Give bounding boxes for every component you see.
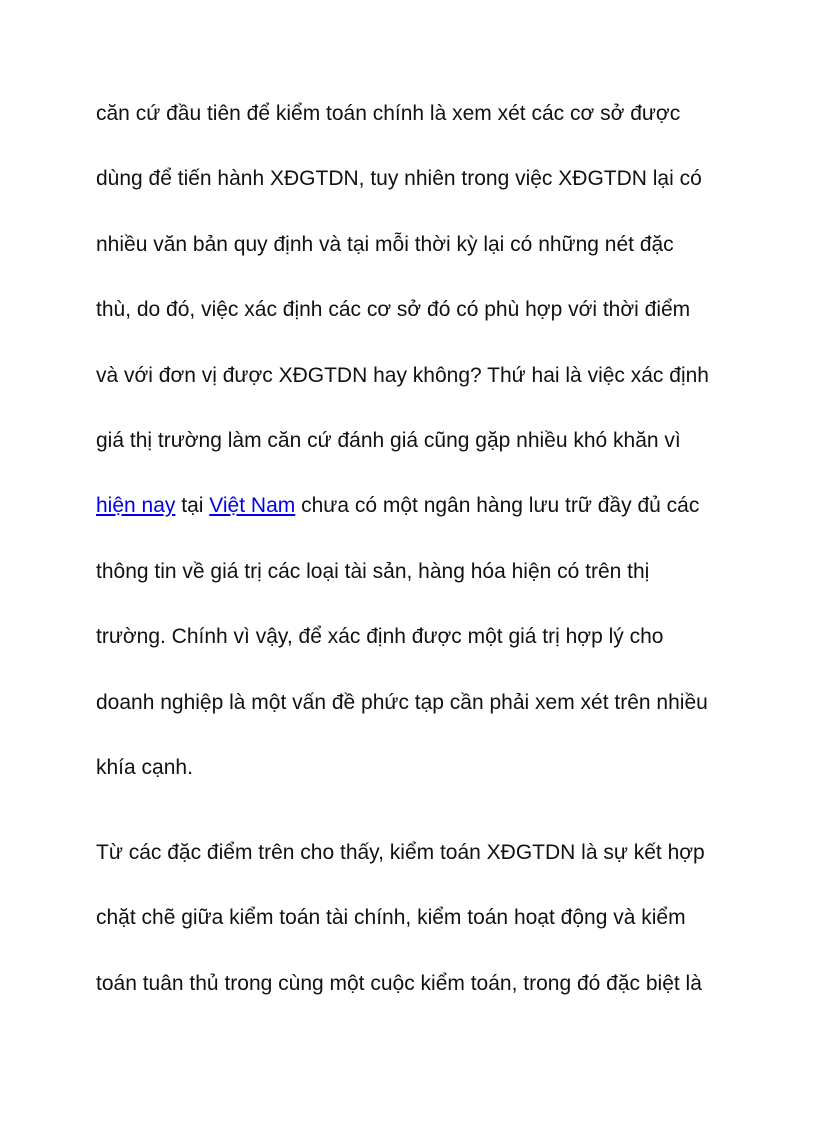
text-line: khía cạnh.: [96, 756, 193, 779]
text-line: thù, do đó, việc xác định các cơ sở đó có phù hợp với thời điểm: [96, 298, 691, 321]
text-segment: tại: [175, 494, 210, 517]
text-segment: chưa có một ngân hàng lưu trữ đầy đủ các: [295, 494, 700, 517]
text-line: giá thị trường làm căn cứ đánh giá cũng gặp nhiều khó khăn vì: [96, 429, 681, 452]
text-line: chặt chẽ giữa kiểm toán tài chính, kiểm toán hoạt động và kiểm: [96, 906, 686, 929]
text-line: nhiều văn bản quy định và tại mỗi thời kỳ lại có những nét đặc: [96, 233, 674, 256]
text-line: thông tin về giá trị các loại tài sản, hàng hóa hiện có trên thị: [96, 560, 650, 583]
text-line: căn cứ đầu tiên để kiểm toán chính là xem xét các cơ sở được: [96, 102, 681, 125]
text-line: doanh nghiệp là một vấn đề phức tạp cần phải xem xét trên nhiều: [96, 691, 708, 714]
text-line: toán tuân thủ trong cùng một cuộc kiểm toán, trong đó đặc biệt là: [96, 972, 702, 995]
text-line: và với đơn vị được XĐGTDN hay không? Thứ hai là việc xác định: [96, 364, 709, 387]
link-hien-nay[interactable]: hiện nay: [96, 494, 176, 517]
link-viet-nam[interactable]: Việt Nam: [209, 494, 296, 517]
text-line: Từ các đặc điểm trên cho thấy, kiểm toán XĐGTDN là sự kết hợp: [96, 841, 705, 864]
text-line: trường. Chính vì vậy, để xác định được một giá trị hợp lý cho: [96, 625, 664, 648]
text-line-with-links: [96, 493, 699, 519]
text-line: dùng để tiến hành XĐGTDN, tuy nhiên trong việc XĐGTDN lại có: [96, 167, 702, 190]
